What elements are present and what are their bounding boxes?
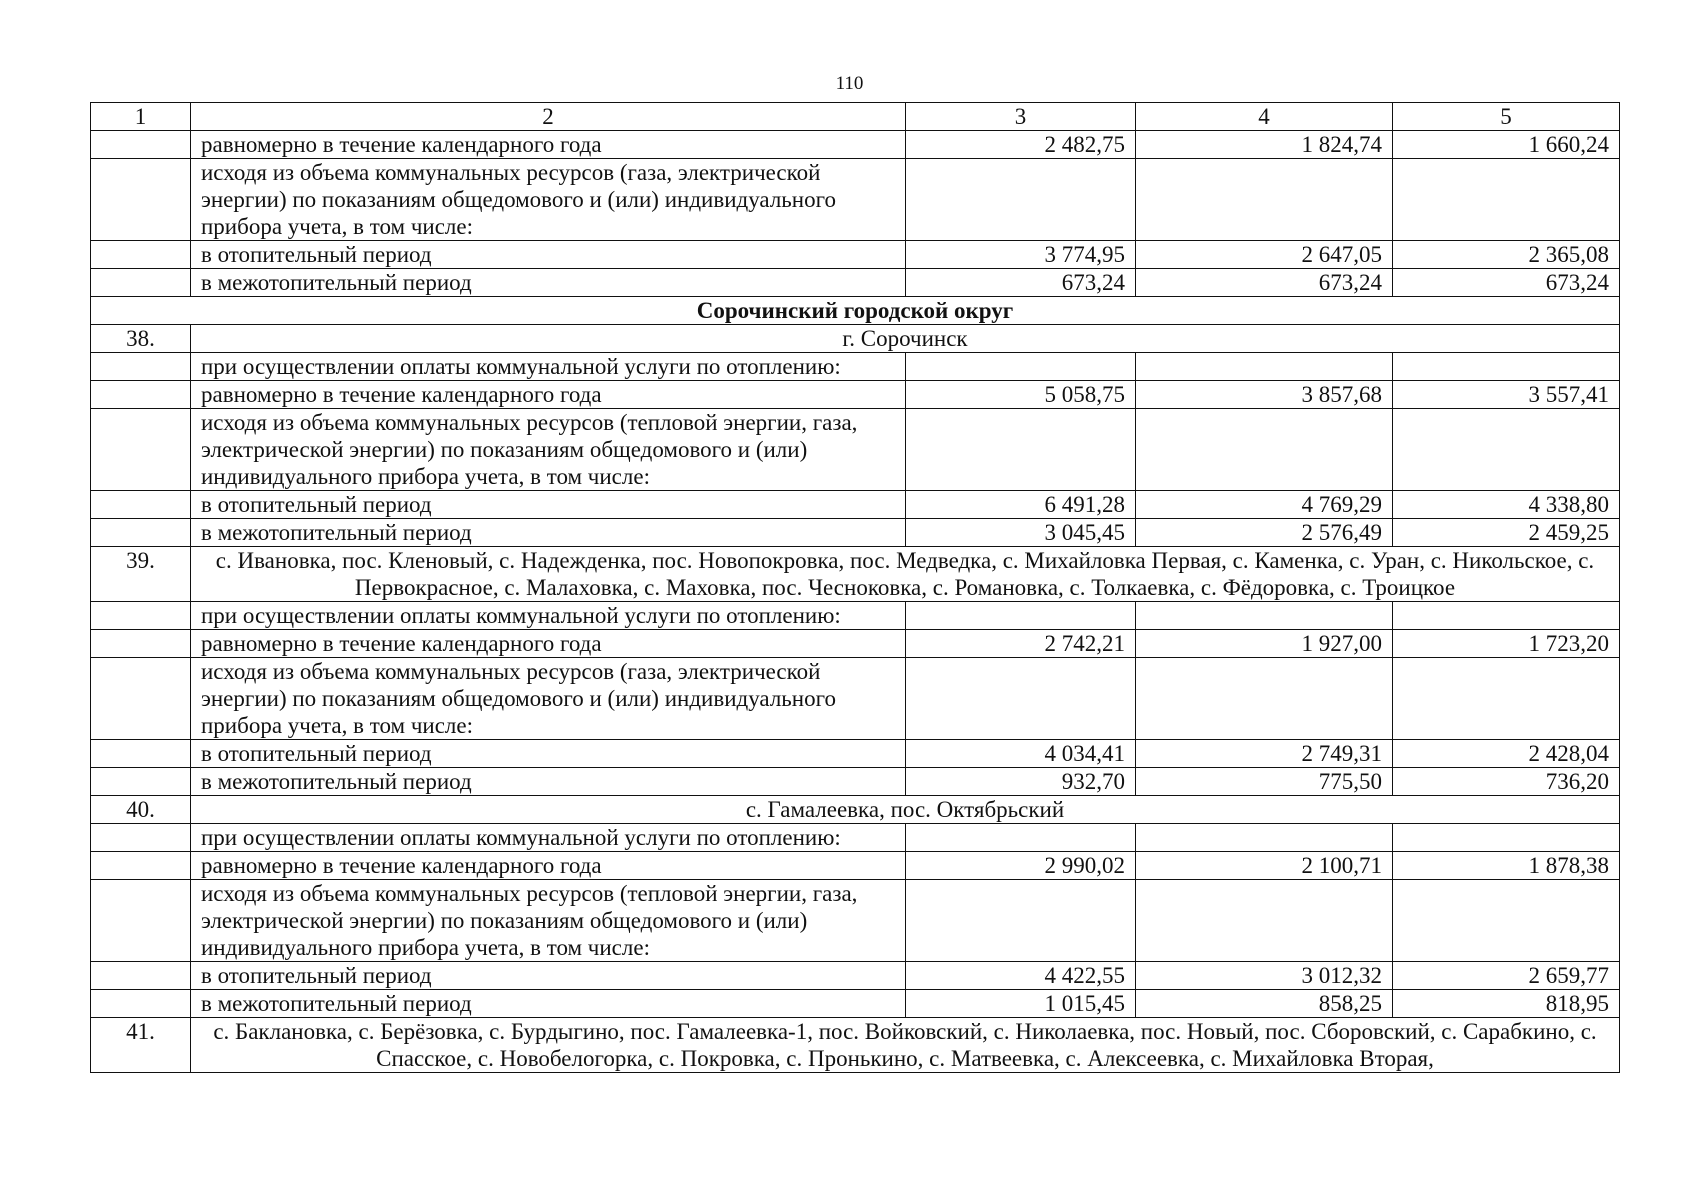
empty-index-cell bbox=[91, 658, 191, 740]
value-cell-col4: 673,24 bbox=[1136, 269, 1393, 297]
value-cell-col5: 1 878,38 bbox=[1393, 852, 1620, 880]
empty-index-cell bbox=[91, 381, 191, 409]
value-cell-col5: 2 428,04 bbox=[1393, 740, 1620, 768]
row-label: равномерно в течение календарного года bbox=[191, 630, 906, 658]
row-label: в межотопительный период bbox=[191, 519, 906, 547]
column-number: 1 bbox=[91, 103, 191, 131]
value-cell-col3: 932,70 bbox=[906, 768, 1136, 796]
value-cell-col3: 4 034,41 bbox=[906, 740, 1136, 768]
table-row bbox=[91, 990, 1620, 1018]
row-label: в отопительный период bbox=[191, 241, 906, 269]
value-cell-col5: 1 660,24 bbox=[1393, 131, 1620, 159]
table-row bbox=[91, 630, 1620, 658]
value-cell-col5 bbox=[1393, 824, 1620, 852]
empty-index-cell bbox=[91, 852, 191, 880]
table-row bbox=[91, 241, 1620, 269]
row-index: 41. bbox=[91, 1018, 191, 1073]
table-row bbox=[91, 824, 1620, 852]
table-row bbox=[91, 880, 1620, 962]
row-label: равномерно в течение календарного года bbox=[191, 131, 906, 159]
value-cell-col3 bbox=[906, 353, 1136, 381]
value-cell-col3: 2 990,02 bbox=[906, 852, 1136, 880]
table-row bbox=[91, 131, 1620, 159]
row-label: в межотопительный период bbox=[191, 768, 906, 796]
row-index: 38. bbox=[91, 325, 191, 353]
value-cell-col5: 1 723,20 bbox=[1393, 630, 1620, 658]
empty-index-cell bbox=[91, 269, 191, 297]
value-cell-col5: 673,24 bbox=[1393, 269, 1620, 297]
row-label: в отопительный период bbox=[191, 740, 906, 768]
row-label: равномерно в течение календарного года bbox=[191, 381, 906, 409]
table-row bbox=[91, 353, 1620, 381]
value-cell-col3 bbox=[906, 602, 1136, 630]
value-cell-col4: 2 100,71 bbox=[1136, 852, 1393, 880]
value-cell-col4 bbox=[1136, 824, 1393, 852]
locality-row bbox=[91, 796, 1620, 824]
value-cell-col4: 2 647,05 bbox=[1136, 241, 1393, 269]
value-cell-col4: 1 927,00 bbox=[1136, 630, 1393, 658]
value-cell-col3: 6 491,28 bbox=[906, 491, 1136, 519]
empty-index-cell bbox=[91, 824, 191, 852]
empty-index-cell bbox=[91, 630, 191, 658]
value-cell-col3: 2 482,75 bbox=[906, 131, 1136, 159]
value-cell-col5 bbox=[1393, 602, 1620, 630]
table-row bbox=[91, 159, 1620, 241]
empty-index-cell bbox=[91, 990, 191, 1018]
value-cell-col3: 673,24 bbox=[906, 269, 1136, 297]
value-cell-col4 bbox=[1136, 353, 1393, 381]
value-cell-col3 bbox=[906, 880, 1136, 962]
empty-index-cell bbox=[91, 353, 191, 381]
row-label: в межотопительный период bbox=[191, 990, 906, 1018]
value-cell-col3: 3 774,95 bbox=[906, 241, 1136, 269]
table-row bbox=[91, 962, 1620, 990]
value-cell-col5 bbox=[1393, 658, 1620, 740]
column-number: 3 bbox=[906, 103, 1136, 131]
value-cell-col3 bbox=[906, 658, 1136, 740]
row-label: равномерно в течение календарного года bbox=[191, 852, 906, 880]
value-cell-col4 bbox=[1136, 409, 1393, 491]
column-number: 5 bbox=[1393, 103, 1620, 131]
value-cell-col3: 2 742,21 bbox=[906, 630, 1136, 658]
value-cell-col4: 2 749,31 bbox=[1136, 740, 1393, 768]
value-cell-col5: 736,20 bbox=[1393, 768, 1620, 796]
value-cell-col4: 2 576,49 bbox=[1136, 519, 1393, 547]
empty-index-cell bbox=[91, 880, 191, 962]
row-label: в отопительный период bbox=[191, 491, 906, 519]
row-index: 40. bbox=[91, 796, 191, 824]
value-cell-col4: 3 857,68 bbox=[1136, 381, 1393, 409]
row-label: исходя из объема коммунальных ресурсов (тепловой энергии, газа, электрической энергии) по показаниям общедомового и (или) индивидуального прибора учета, в том числе: bbox=[191, 409, 906, 491]
value-cell-col5: 2 365,08 bbox=[1393, 241, 1620, 269]
locality-row bbox=[91, 325, 1620, 353]
value-cell-col3: 4 422,55 bbox=[906, 962, 1136, 990]
column-number-row bbox=[91, 103, 1620, 131]
value-cell-col4 bbox=[1136, 658, 1393, 740]
table-row bbox=[91, 602, 1620, 630]
value-cell-col3: 5 058,75 bbox=[906, 381, 1136, 409]
empty-index-cell bbox=[91, 159, 191, 241]
value-cell-col4 bbox=[1136, 159, 1393, 241]
locality-name: с. Гамалеевка, пос. Октябрьский bbox=[191, 796, 1620, 824]
empty-index-cell bbox=[91, 519, 191, 547]
empty-index-cell bbox=[91, 740, 191, 768]
section-title: Сорочинский городской округ bbox=[91, 297, 1620, 325]
row-label: при осуществлении оплаты коммунальной услуги по отоплению: bbox=[191, 824, 906, 852]
empty-index-cell bbox=[91, 491, 191, 519]
table-row bbox=[91, 852, 1620, 880]
value-cell-col5 bbox=[1393, 880, 1620, 962]
column-number: 4 bbox=[1136, 103, 1393, 131]
value-cell-col5 bbox=[1393, 159, 1620, 241]
locality-row bbox=[91, 1018, 1620, 1073]
table-row bbox=[91, 658, 1620, 740]
value-cell-col5: 2 459,25 bbox=[1393, 519, 1620, 547]
value-cell-col3: 3 045,45 bbox=[906, 519, 1136, 547]
column-number: 2 bbox=[191, 103, 906, 131]
table-row bbox=[91, 409, 1620, 491]
value-cell-col5: 4 338,80 bbox=[1393, 491, 1620, 519]
locality-name: с. Баклановка, с. Берёзовка, с. Бурдыгино, пос. Гамалеевка-1, пос. Войковский, с. Николаевка, пос. Новый, пос. Сборовский, с. Сарабкино, с. Спасское, с. Новобелогорка, с. Покровка, с. Пронькино, с. Матвеевка, с. Алексеевка, с. Михайловка Вторая, bbox=[191, 1018, 1620, 1073]
empty-index-cell bbox=[91, 962, 191, 990]
empty-index-cell bbox=[91, 131, 191, 159]
table-row bbox=[91, 491, 1620, 519]
value-cell-col3: 1 015,45 bbox=[906, 990, 1136, 1018]
value-cell-col4: 3 012,32 bbox=[1136, 962, 1393, 990]
row-label: в отопительный период bbox=[191, 962, 906, 990]
section-header-row bbox=[91, 297, 1620, 325]
value-cell-col4: 1 824,74 bbox=[1136, 131, 1393, 159]
table-row bbox=[91, 740, 1620, 768]
value-cell-col5: 3 557,41 bbox=[1393, 381, 1620, 409]
empty-index-cell bbox=[91, 602, 191, 630]
table-row bbox=[91, 519, 1620, 547]
row-label: исходя из объема коммунальных ресурсов (тепловой энергии, газа, электрической энергии) по показаниям общедомового и (или) индивидуального прибора учета, в том числе: bbox=[191, 880, 906, 962]
locality-name: г. Сорочинск bbox=[191, 325, 1620, 353]
empty-index-cell bbox=[91, 768, 191, 796]
value-cell-col5: 2 659,77 bbox=[1393, 962, 1620, 990]
row-index: 39. bbox=[91, 547, 191, 602]
row-label: при осуществлении оплаты коммунальной услуги по отоплению: bbox=[191, 353, 906, 381]
row-label: в межотопительный период bbox=[191, 269, 906, 297]
value-cell-col3 bbox=[906, 824, 1136, 852]
value-cell-col5 bbox=[1393, 409, 1620, 491]
value-cell-col4 bbox=[1136, 880, 1393, 962]
locality-row bbox=[91, 547, 1620, 602]
table-row bbox=[91, 269, 1620, 297]
value-cell-col5: 818,95 bbox=[1393, 990, 1620, 1018]
row-label: исходя из объема коммунальных ресурсов (газа, электрической энергии) по показаниям общедомового и (или) индивидуального прибора учета, в том числе: bbox=[191, 159, 906, 241]
row-label: исходя из объема коммунальных ресурсов (газа, электрической энергии) по показаниям общедомового и (или) индивидуального прибора учета, в том числе: bbox=[191, 658, 906, 740]
value-cell-col4: 4 769,29 bbox=[1136, 491, 1393, 519]
value-cell-col4: 858,25 bbox=[1136, 990, 1393, 1018]
value-cell-col4: 775,50 bbox=[1136, 768, 1393, 796]
locality-name: с. Ивановка, пос. Кленовый, с. Надежденка, пос. Новопокровка, пос. Медведка, с. Михайловка Первая, с. Каменка, с. Уран, с. Никольское, с. Первокрасное, с. Малаховка, с. Маховка, пос. Чесноковка, с. Романовка, с. Толкаевка, с. Фёдоровка, с. Троицкое bbox=[191, 547, 1620, 602]
page-number: 110 bbox=[835, 73, 864, 94]
tariff-table bbox=[90, 102, 1620, 1073]
empty-index-cell bbox=[91, 241, 191, 269]
empty-index-cell bbox=[91, 409, 191, 491]
value-cell-col3 bbox=[906, 159, 1136, 241]
row-label: при осуществлении оплаты коммунальной услуги по отоплению: bbox=[191, 602, 906, 630]
value-cell-col5 bbox=[1393, 353, 1620, 381]
value-cell-col3 bbox=[906, 409, 1136, 491]
table-row bbox=[91, 381, 1620, 409]
table-row bbox=[91, 768, 1620, 796]
value-cell-col4 bbox=[1136, 602, 1393, 630]
